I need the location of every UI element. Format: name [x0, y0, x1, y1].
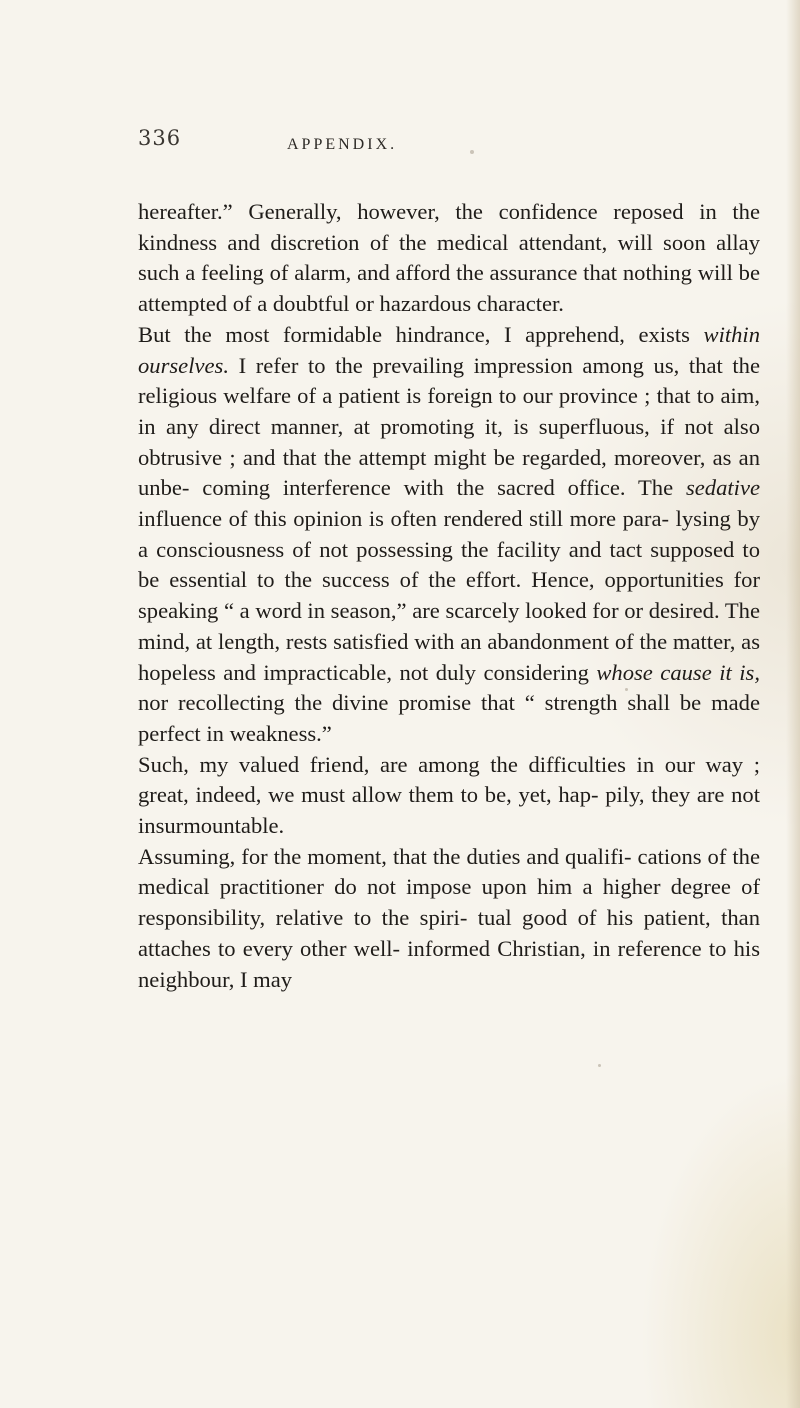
paragraph-2 [138, 320, 760, 750]
text-segment: hereafter.” Generally, however, the confidence reposed in the kindness and discretion of the medical attendant, will soon allay such a feeling of alarm, and afford the assurance that nothing will be attempted of a doubtful or hazardous character. [138, 199, 760, 317]
italic-segment: whose cause it is, [596, 659, 760, 685]
text-segment: Such, my valued friend, are among the difficulties in our way ; great, indeed, we must allow them to be, yet, hap- pily, they are not insurmountable. [138, 751, 760, 839]
body-text [138, 197, 760, 995]
paragraph-4 [138, 842, 760, 996]
italic-segment: sedative [685, 475, 760, 501]
paper-speck [625, 688, 628, 691]
page-edge-shadow [786, 0, 800, 1408]
italic-segment: within ourselves. [138, 321, 760, 378]
paper-speck [470, 150, 474, 154]
page-header [0, 126, 800, 166]
text-segment: But the most formidable hindrance, I apprehend, exists [138, 321, 704, 347]
text-segment: influence of this opinion is often rendered still more para- lysing by a consciousness of not possessing the facility and tact supposed to be essential to the success of the effort. Hence, opportunities for speaking “ a word in season,” are scarcely looked for or desired. The mind, at length, rests satisfied with an abandonment of the matter, as hopeless and impracticable, not duly considering [138, 506, 760, 685]
paper-speck [598, 1064, 601, 1067]
paragraph-3 [138, 750, 760, 842]
running-head: APPENDIX. [287, 136, 398, 153]
paragraph-1 [138, 197, 760, 320]
text-segment: I refer to the prevailing impression among us, that the religious welfare of a patient is foreign to our province ; that to aim, in any direct manner, at promoting it, is superfluous, if not also obtrusive ; and that the attempt might be regarded, moreover, as an unbe- coming interference with the sacred office. The [138, 352, 760, 501]
text-segment: Assuming, for the moment, that the duties and qualifi- cations of the medical practitioner do not impose upon him a higher degree of responsibility, relative to the spiri- tual good of his patient, than attaches to every other well- informed Christian, in reference to his neighbour, I may [138, 843, 760, 992]
page-number: 336 [138, 126, 182, 150]
text-segment: nor recollecting the divine promise that “ strength shall be made perfect in weakness.” [138, 690, 760, 746]
